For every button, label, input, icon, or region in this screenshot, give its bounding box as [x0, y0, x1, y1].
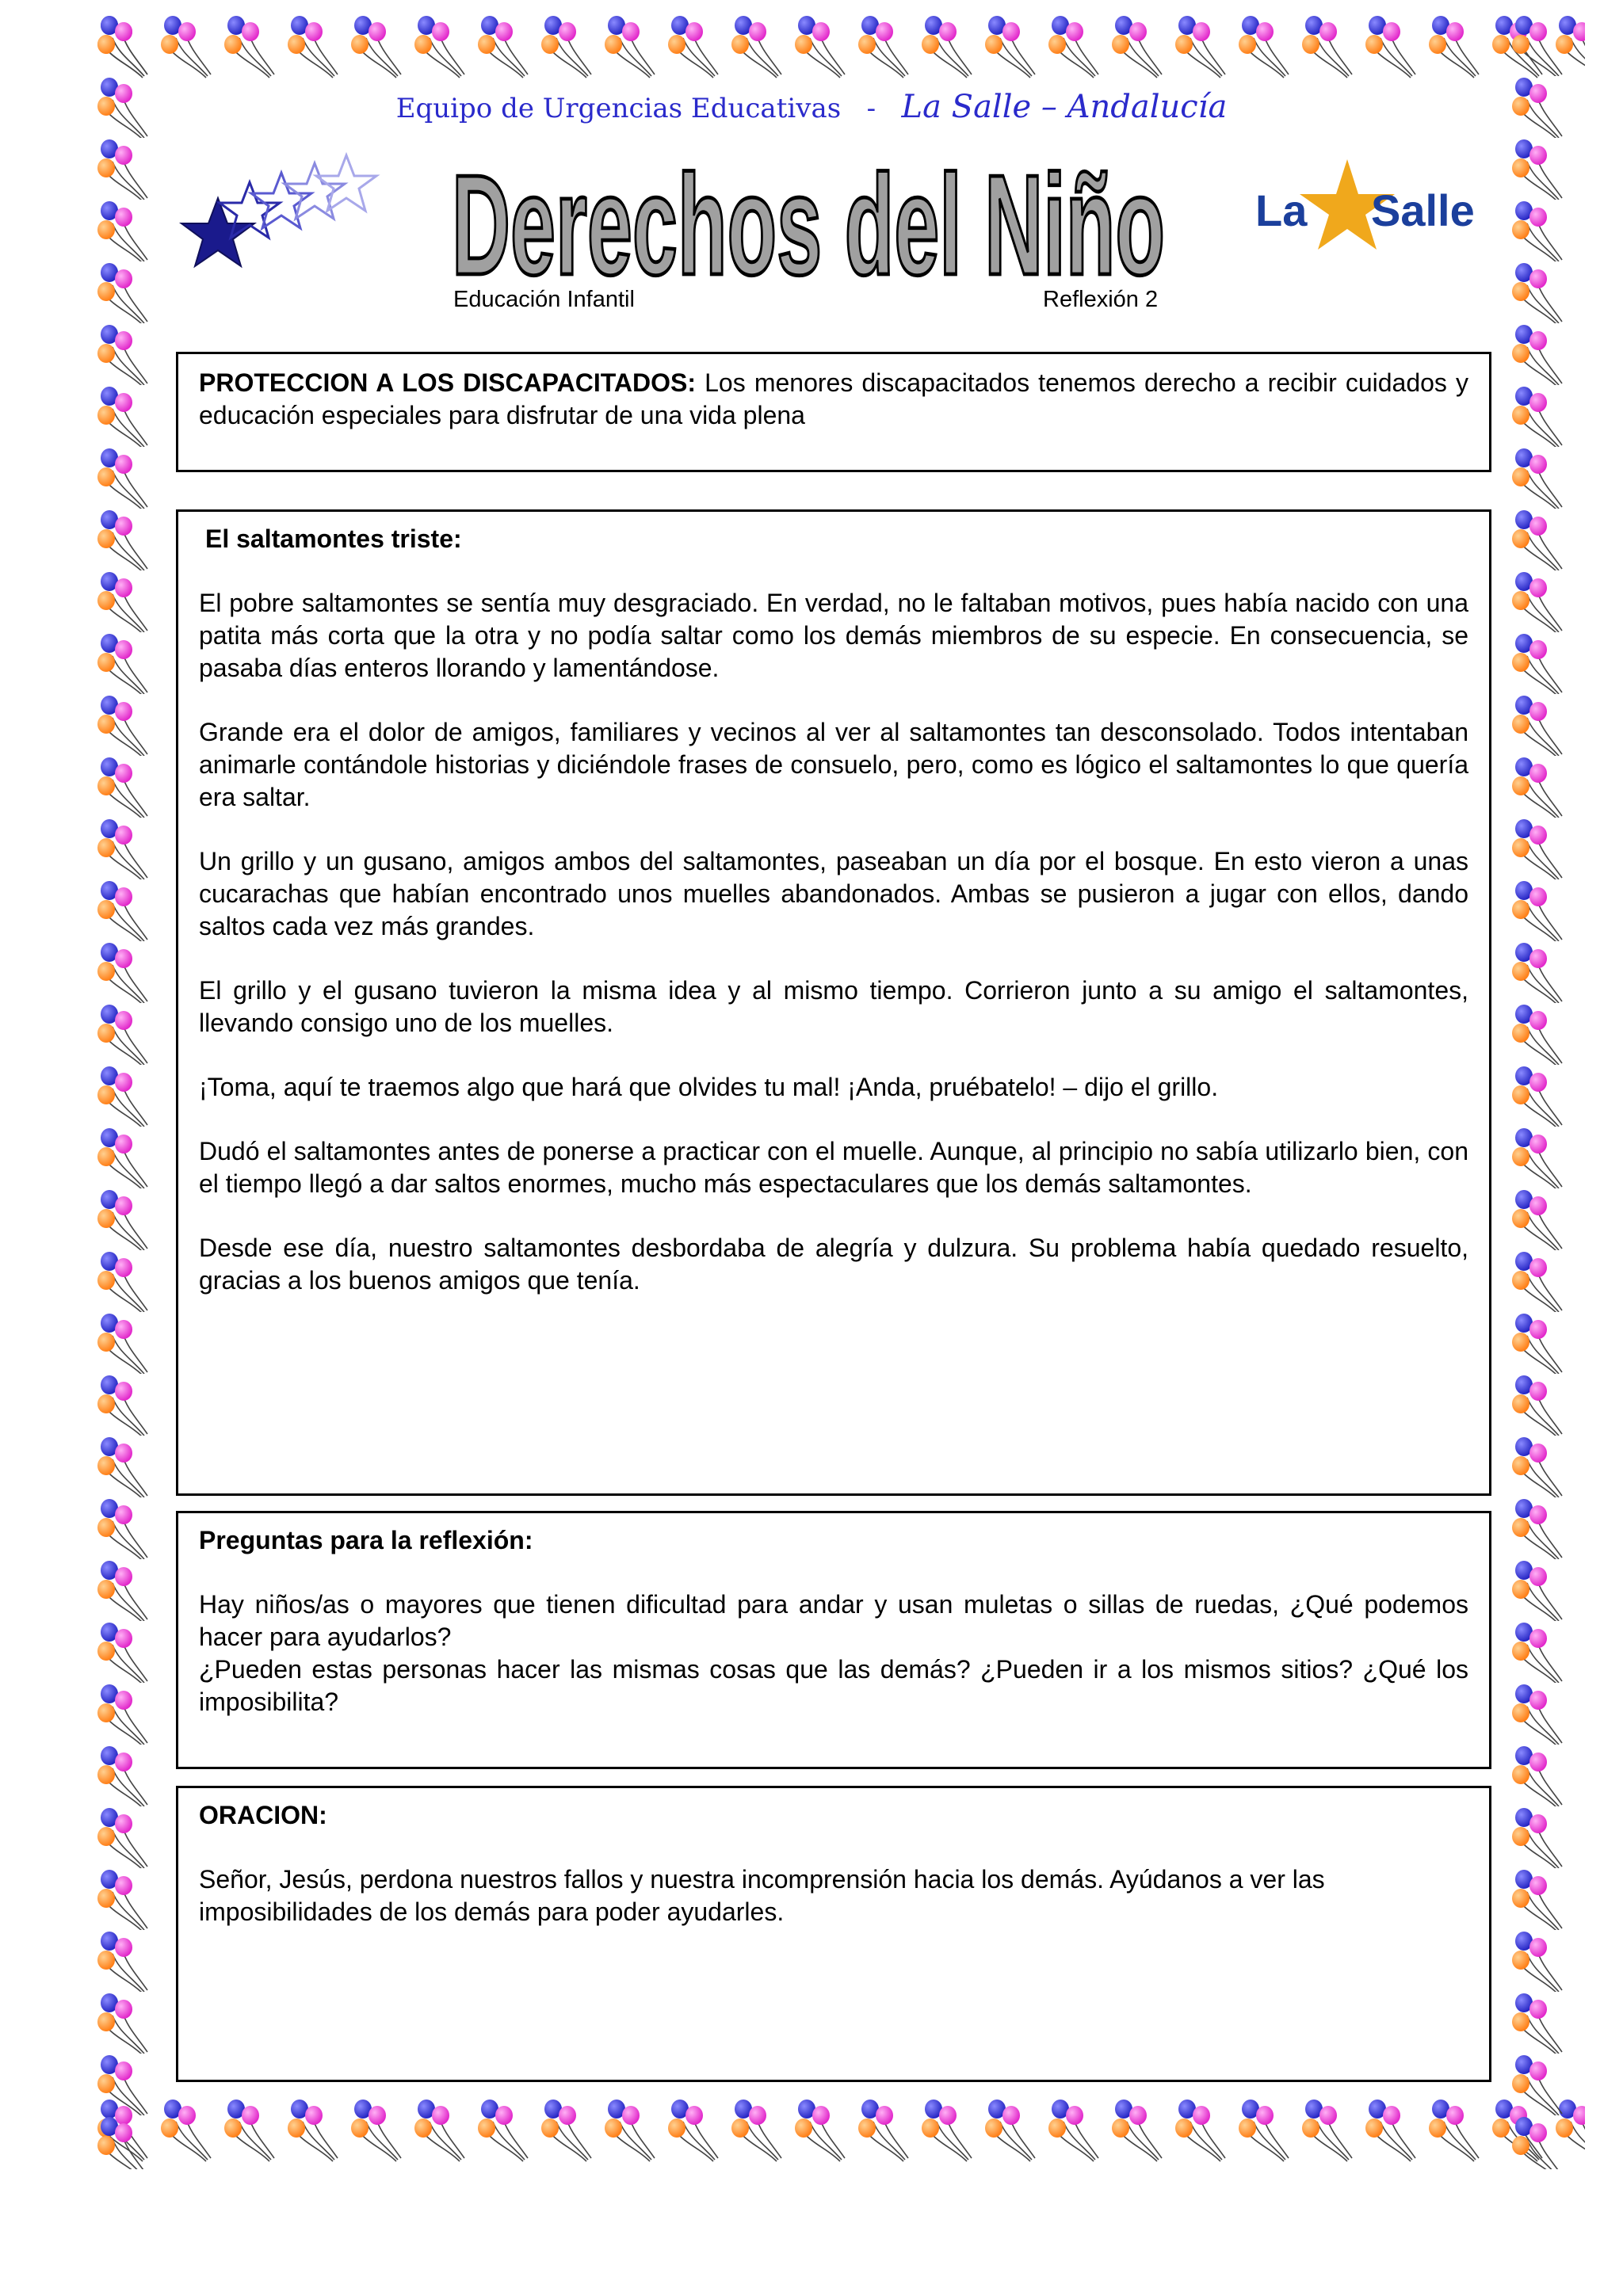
question-line: Hay niños/as o mayores que tienen dificultad para andar y usan muletas o sillas de ruedas, ¿Qué podemos hacer para ayudarlos?: [199, 1590, 1468, 1651]
balloon-border-icon: [95, 14, 166, 2169]
questions-box: [176, 1511, 1491, 1769]
page-title-text: Derechos del Niño: [452, 151, 1165, 306]
logo-text-right: Salle: [1371, 185, 1475, 235]
balloon-border-bottom: [95, 2098, 1585, 2169]
story-box: [176, 509, 1491, 1496]
questions-title: Preguntas para la reflexión:: [199, 1526, 533, 1554]
prayer-text: Señor, Jesús, perdona nuestros fallos y nuestra incomprensión hacia los demás. Ayúdanos a ver las imposibilidades de los demás para poder ayudarles.: [199, 1865, 1325, 1926]
header-separator: -: [866, 93, 876, 124]
org-name: La Salle – Andalucía: [901, 89, 1228, 125]
balloon-border-icon: [95, 2098, 1585, 2169]
balloon-border-right: [1510, 14, 1581, 2169]
reflection-number: Reflexión 2: [1043, 287, 1159, 312]
prayer-title: ORACION:: [199, 1801, 327, 1829]
right-label: PROTECCION A LOS DISCAPACITADOS:: [199, 368, 697, 397]
page-title: [444, 151, 1173, 309]
question-line: ¿Pueden estas personas hacer las mismas cosas que las demás? ¿Pueden ir a los mismos sitios? ¿Qué los imposibilita?: [199, 1655, 1468, 1716]
story-paragraph: Un grillo y un gusano, amigos ambos del saltamontes, paseaban un día por el bosque. En esto vieron a unas cucarachas que habían encontrado unos muelles abandonados. Ambas se pusieron a jugar con ellos, dando saltos cada vez más grandes.: [199, 847, 1468, 940]
right-box: [176, 352, 1491, 472]
balloon-border-top: [95, 14, 1585, 86]
right-paragraph: [199, 367, 1468, 432]
education-level: Educación Infantil: [453, 287, 635, 312]
story-paragraph: Desde ese día, nuestro saltamontes desbordaba de alegría y dulzura. Su problema había quedado resuelto, gracias a los buenos amigos que tenía.: [199, 1234, 1468, 1295]
logo-text-left: La: [1255, 185, 1308, 235]
balloon-border-left: [95, 14, 166, 2169]
story-paragraph: Grande era el dolor de amigos, familiares y vecinos al ver al saltamontes tan desconsolado. Todos intentaban animarle contándole historias y diciéndole frases de consuelo, pero, como es lógico el saltamontes lo que quería era saltar.: [199, 718, 1468, 811]
story-title: El saltamontes triste:: [205, 524, 462, 553]
stars-icon: [170, 151, 384, 277]
header-line: [0, 89, 1623, 125]
balloon-border-icon: [95, 14, 1585, 86]
story-paragraph: El pobre saltamontes se sentía muy desgraciado. En verdad, no le faltaban motivos, pues había nacido con una patita más corta que la otra y no podía saltar como los demás miembros de su especie. En consecuencia, se pasaba días enteros llorando y lamentándose.: [199, 589, 1468, 682]
balloon-border-icon: [1510, 14, 1581, 2169]
story-paragraph: El grillo y el gusano tuvieron la misma idea y al mismo tiempo. Corrieron junto a su amigo el saltamontes, llevando consigo uno de los muelles.: [199, 976, 1468, 1037]
right-text: Los menores discapacitados tenemos derecho a recibir cuidados y educación especiales para disfrutar de una vida plena: [199, 368, 1469, 429]
story-paragraph: ¡Toma, aquí te traemos algo que hará que olvides tu mal! ¡Anda, pruébatelo! – dijo el grillo.: [199, 1073, 1219, 1101]
la-salle-logo: [1252, 154, 1490, 257]
team-name: Equipo de Urgencias Educativas: [395, 93, 842, 124]
story-paragraph: Dudó el saltamontes antes de ponerse a practicar con el muelle. Aunque, al principio no sabía utilizarlo bien, con el tiempo llegó a dar saltos enormes, mucho más espectaculares que los demás saltamontes.: [199, 1137, 1468, 1198]
prayer-box: [176, 1786, 1491, 2082]
